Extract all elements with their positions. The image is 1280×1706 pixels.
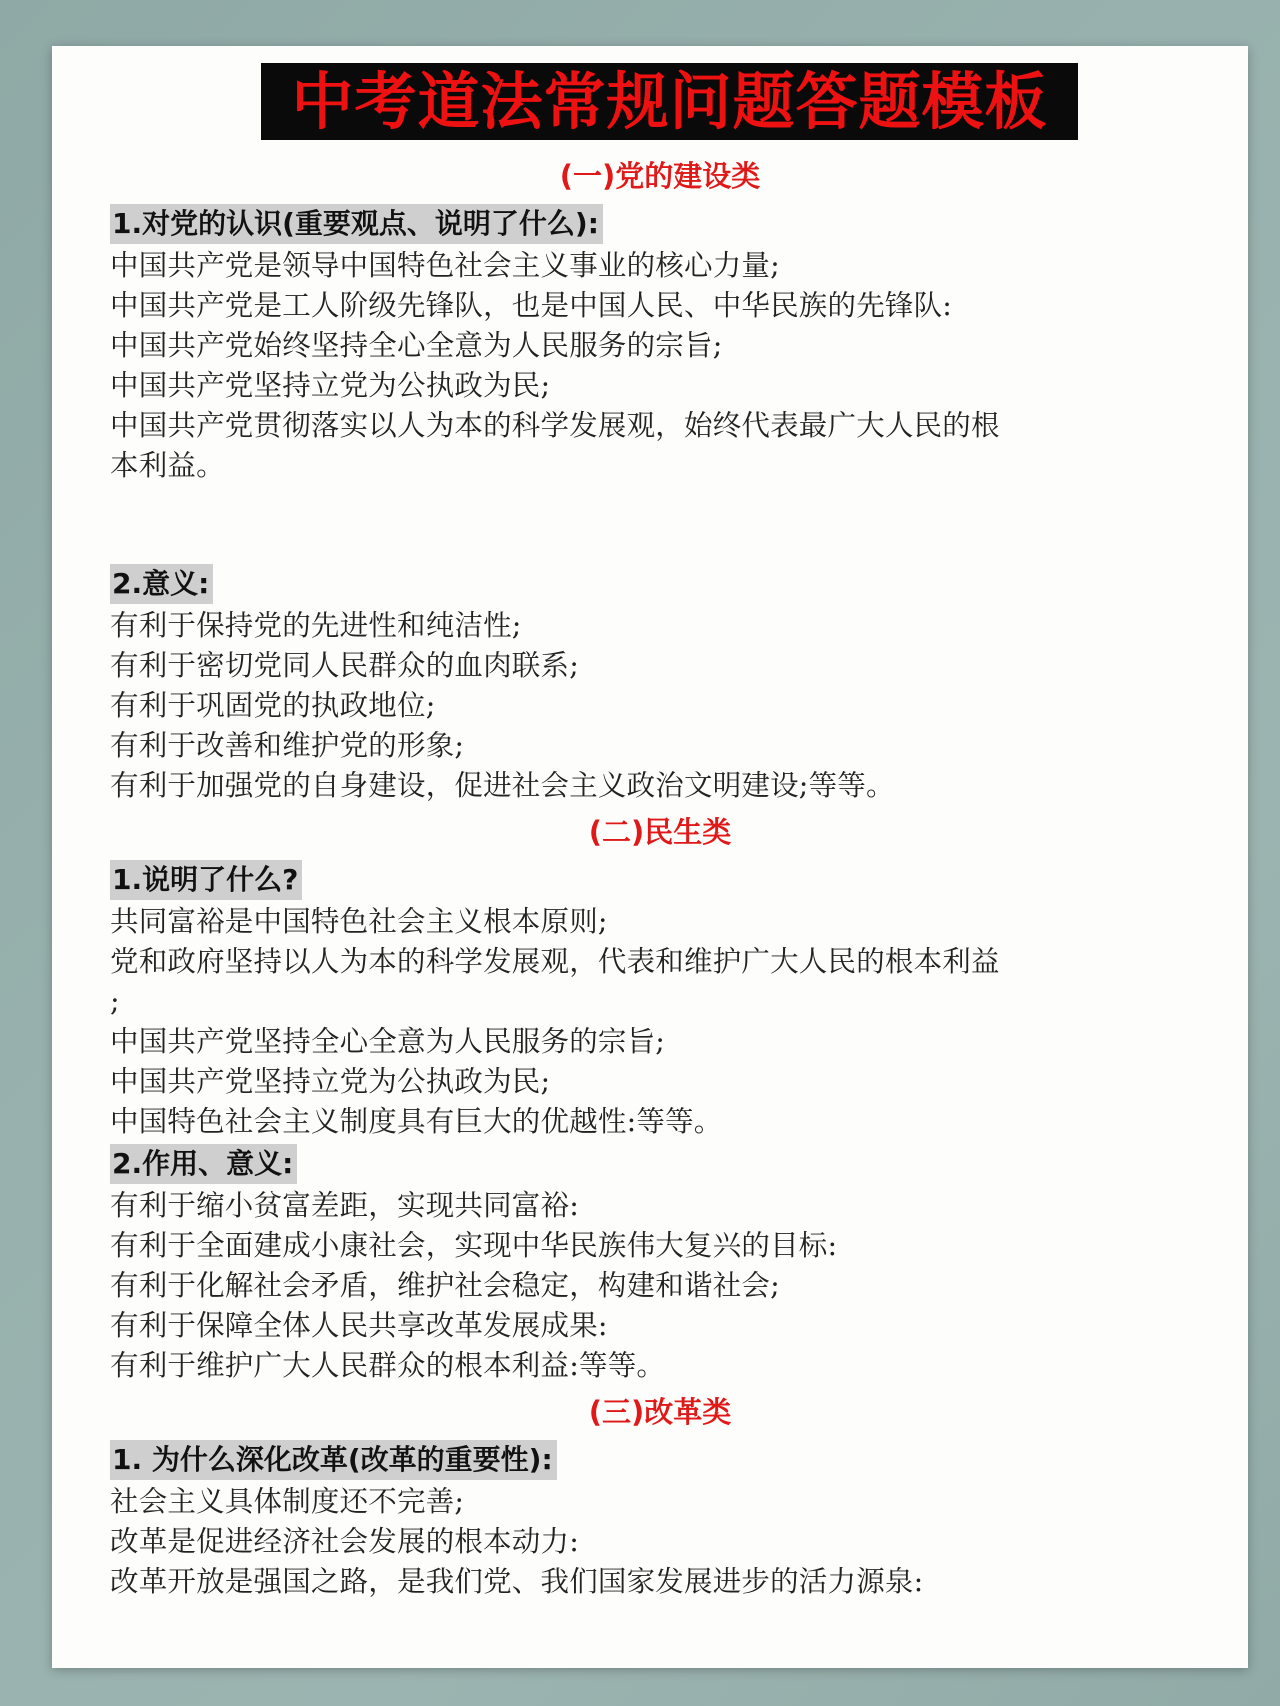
question-heading: 2.意义: — [110, 564, 213, 604]
question-heading: 1.对党的认识(重要观点、说明了什么): — [110, 204, 603, 244]
answer-line: 有利于保持党的先进性和纯洁性; — [110, 609, 522, 642]
question-heading: 1. 为什么深化改革(改革的重要性): — [110, 1440, 557, 1480]
answer-line: 共同富裕是中国特色社会主义根本原则; — [110, 905, 608, 938]
answer-line: 党和政府坚持以人为本的科学发展观，代表和维护广大人民的根本利益 — [110, 945, 1000, 978]
section-heading: (二)民生类 — [588, 815, 732, 849]
answer-line: 中国共产党是工人阶级先锋队，也是中国人民、中华民族的先锋队: — [110, 289, 953, 322]
answer-line: 有利于化解社会矛盾，维护社会稳定，构建和谐社会; — [110, 1269, 780, 1302]
answer-line: 有利于密切党同人民群众的血肉联系; — [110, 649, 580, 682]
answer-line: 改革开放是强国之路，是我们党、我们国家发展进步的活力源泉: — [110, 1565, 924, 1598]
answer-line: 改革是促进经济社会发展的根本动力: — [110, 1525, 580, 1558]
answer-line: 有利于巩固党的执政地位; — [110, 689, 436, 722]
question-heading: 2.作用、意义: — [110, 1144, 297, 1184]
answer-line: 中国共产党始终坚持全心全意为人民服务的宗旨; — [110, 329, 723, 362]
answer-line: 有利于全面建成小康社会，实现中华民族伟大复兴的目标: — [110, 1229, 838, 1262]
answer-line: 中国共产党贯彻落实以人为本的科学发展观，始终代表最广大人民的根 — [110, 409, 1000, 442]
section-heading: (三)改革类 — [588, 1395, 732, 1429]
answer-line: 中国特色社会主义制度具有巨大的优越性:等等。 — [110, 1105, 723, 1138]
answer-line: ; — [110, 985, 120, 1018]
answer-line: 社会主义具体制度还不完善; — [110, 1485, 465, 1518]
title-banner — [261, 63, 1078, 140]
answer-line: 中国共产党坚持立党为公执政为民; — [110, 369, 551, 402]
section-heading: (一)党的建设类 — [559, 159, 761, 193]
answer-line: 中国共产党坚持立党为公执政为民; — [110, 1065, 551, 1098]
answer-line: 中国共产党是领导中国特色社会主义事业的核心力量; — [110, 249, 780, 282]
answer-line: 有利于改善和维护党的形象; — [110, 729, 465, 762]
question-heading: 1.说明了什么? — [110, 860, 302, 900]
answer-line: 有利于加强党的自身建设，促进社会主义政治文明建设;等等。 — [110, 769, 895, 802]
answer-line: 有利于维护广大人民群众的根本利益:等等。 — [110, 1349, 666, 1382]
answer-line: 有利于保障全体人民共享改革发展成果: — [110, 1309, 608, 1342]
document-body — [110, 150, 1210, 1602]
answer-line: 有利于缩小贫富差距，实现共同富裕: — [110, 1189, 580, 1222]
answer-line: 本利益。 — [110, 449, 225, 482]
answer-line: 中国共产党坚持全心全意为人民服务的宗旨; — [110, 1025, 666, 1058]
page-title: 中考道法常规问题答题模板 — [291, 64, 1048, 138]
